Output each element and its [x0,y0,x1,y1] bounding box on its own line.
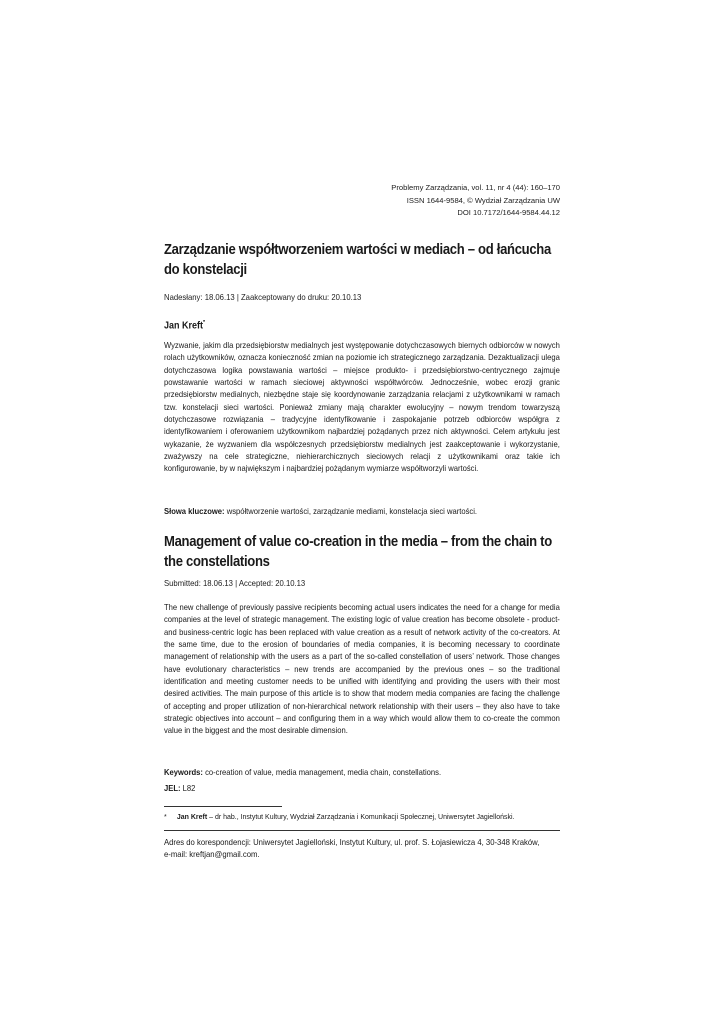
english-keywords [164,766,560,778]
author-footnote-marker: * [203,320,206,326]
journal-citation: Problemy Zarządzania, vol. 11, nr 4 (44): 160–170 [391,183,560,192]
journal-doi: DOI 10.7172/1644-9584.44.12 [457,208,560,217]
polish-abstract: Wyzwanie, jakim dla przedsiębiorstw medialnych jest występowanie dotychczasowych biernych odbiorców w nowych rolach użytkowników, oznacza konieczność zmian na poziomie ich strategicznego zarządzania. Dezaktualizacji ulega dotychczasowa logika powstawania wartości – miejsce produkto- i przedsiębiorstwo-centrycznego zajmuje powstawanie wartości w ramach sieciowej aktywności współtwórców. Jednocześnie, wobec erozji granic przedsiębiorstw medialnych, niezbędne staje się koordynowanie zarządzania relacjami z użytkownikami w ramach tzw. konstelacji sieci wartości. Ponieważ zmiany mają charakter ewolucyjny – nowym trendom towarzyszą dotychczasowe rozwiązania – tradycyjne identyfikowanie i zaspokajanie potrzeb odbiorców współgra z identyfikowaniem i oferowaniem użytkownikom najbardziej pożądanych przez nich aktywności. Celem artykułu jest wykazanie, że wyzwaniem dla współczesnych przedsiębiorstw medialnych jest zaakceptowanie i wykorzystanie, zważywszy na cele strategiczne, niehierarchicznych sieciowych relacji z użytkownikami oraz takie ich konfigurowanie, by w największym i najbardziej pożądanym wymiarze współtworzyli wartości. [164,340,560,474]
address-email: e-mail: kreftjan@gmail.com. [164,849,260,860]
jel-label: JEL: [164,783,181,793]
english-keywords-label: Keywords: [164,767,203,777]
english-keywords-text: co-creation of value, media management, media chain, constellations. [205,767,442,777]
address-divider [164,830,560,831]
english-abstract: The new challenge of previously passive recipients becoming actual users indicates the need for a change for media companies at the level of strategic management. The existing logic of value creation has become obsolete - product- and business-centric logic has been replaced with value creation as a result of network activity of the co-creators. At the same time, due to the erosion of boundaries of media companies, it is becoming necessary to coordinate management of relationship with the users as a part of the so-called constellation of users’ network. Those changes have evolutionary characteristics – new trends are accompanied by the previous ones – so the traditional identification and meeting customer needs to be unified with identifying and providing the users with their most desired activities. The main purpose of this article is to show that modern media companies are facing the challenge of accepting and proper utilization of non-hierarchical network relationship with their users – they also have to take strategic objectives into account – and configuring them in a way which would allow them to co-create the common value in the biggest and the most desirable dimension. [164,602,560,736]
author-name [164,317,205,332]
journal-issn: ISSN 1644-9584, © Wydział Zarządzania UW [406,195,560,205]
footnote-author-name: Jan Kreft [176,812,208,821]
polish-keywords-text: współtworzenie wartości, zarządzanie mediami, konstelacja sieci wartości. [226,506,478,516]
english-title: Management of value co-creation in the media – from the chain to the constellations [164,533,552,570]
english-dates: Submitted: 18.06.13 | Accepted: 20.10.13 [164,578,306,588]
polish-title: Zarządzanie współtworzeniem wartości w mediach – od łańcucha do konstelacji [164,241,551,278]
correspondence-address [164,836,560,861]
footnote-divider [164,806,282,807]
author-name-text: Jan Kreft [164,320,204,332]
author-footnote [164,811,515,822]
jel-classification [164,782,560,794]
polish-dates: Nadesłany: 18.06.13 | Zaakceptowany do druku: 20.10.13 [164,292,362,302]
polish-keywords [164,505,560,517]
footnote-affiliation: – dr hab., Instytut Kultury, Wydział Zarządzania i Komunikacji Społecznej, Uniwersytet Jagielloński. [209,812,515,821]
footnote-marker: * [164,812,167,821]
polish-keywords-label: Słowa kluczowe: [164,506,225,516]
journal-header [391,182,560,220]
jel-code: L82 [182,783,196,793]
article-first-page [164,0,560,1024]
address-line: Adres do korespondencji: Uniwersytet Jagielloński, Instytut Kultury, ul. prof. S. Łojasiewicza 4, 30-348 Kraków, [164,837,540,847]
